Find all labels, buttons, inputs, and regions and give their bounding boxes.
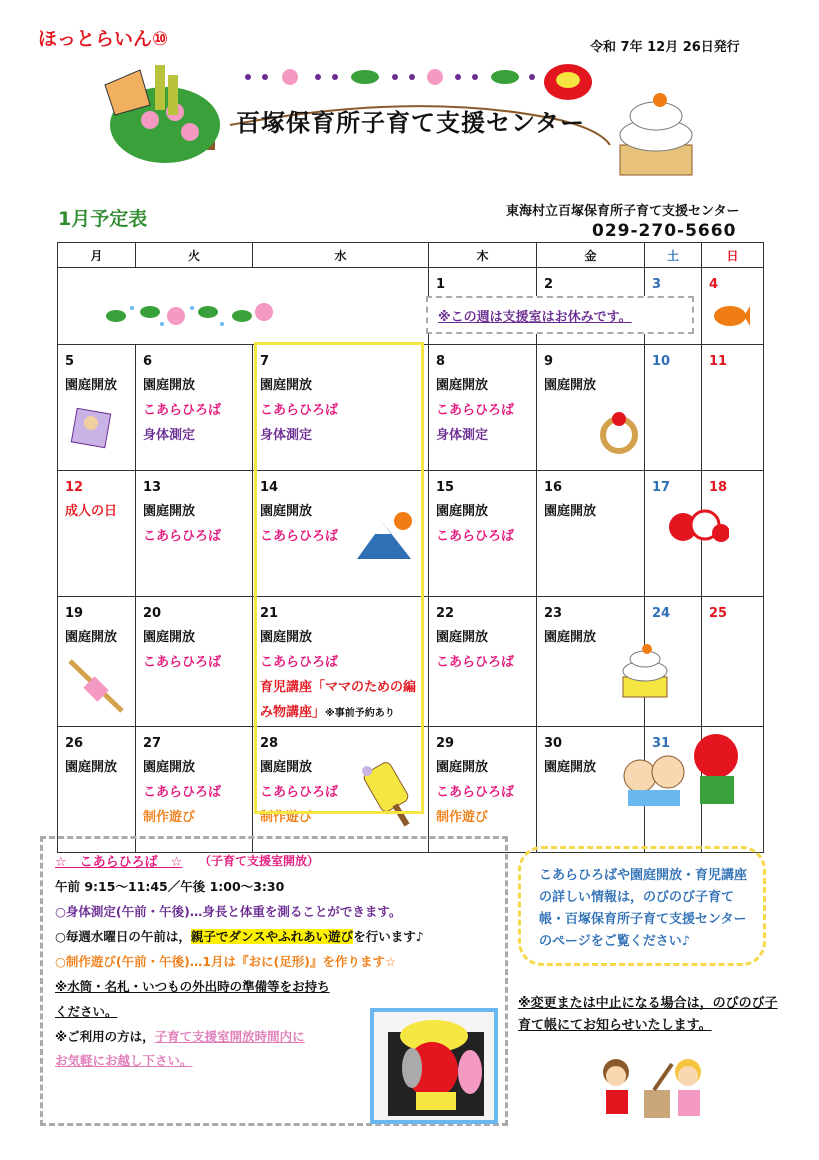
day-12: 12 成人の日: [58, 471, 136, 597]
holiday-label: 成人の日: [65, 504, 118, 519]
weekday-fri: 金: [537, 243, 645, 268]
usage-note: ※ご利用の方は，子育て支援室開放時間内に: [55, 1029, 305, 1044]
day-30: 30 園庭開放: [537, 727, 645, 853]
wednesday-highlight: [254, 342, 424, 814]
day-4: 4: [702, 268, 764, 345]
day-6: 6 園庭開放 こあらひろば 身体測定: [136, 345, 253, 471]
day-5: 5 園庭開放: [58, 345, 136, 471]
day-22: 22 園庭開放 こあらひろば: [429, 597, 537, 727]
kite-icon: [68, 405, 114, 451]
weekday-mon: 月: [58, 243, 136, 268]
change-notice: ※変更または中止になる場合は，のびのび子育て帳にてお知らせいたします。: [518, 996, 778, 1033]
day-24: 24: [645, 597, 702, 727]
open-hours: 午前 9:15～11:45／午後 1:00～3:30: [55, 879, 285, 894]
day-27: 27 園庭開放 こあらひろば 制作遊び: [136, 727, 253, 853]
day-23: 23 園庭開放: [537, 597, 645, 727]
reservation-note: ※事前予約あり: [325, 708, 395, 719]
day-31: 31: [645, 727, 702, 853]
bring-items-2: ください。: [55, 1004, 118, 1019]
closed-notice: ※この週は支援室はお休みです。: [426, 296, 694, 334]
kadomatsu-icon: [105, 65, 220, 163]
day-26: 26 園庭開放: [58, 727, 136, 853]
bring-items-1: ※水筒・名札・いつもの外出時の準備等をお持ち: [55, 979, 330, 994]
shimenawa-icon: [595, 409, 643, 457]
day-14: 14 園庭開放 こあらひろば: [253, 471, 429, 597]
day-17: 17: [645, 471, 702, 597]
lecture-line-1: 育児講座「ママのための編: [260, 680, 417, 695]
weekday-sun: 日: [702, 243, 764, 268]
day-20: 20 園庭開放 こあらひろば: [136, 597, 253, 727]
craft-info: ○制作遊び(午前・午後)…1月は『おに(足形)』を作ります☆: [55, 954, 397, 969]
organization-name: 東海村立百塚保育所子育て支援センター: [506, 204, 740, 219]
weekday-wed: 水: [253, 243, 429, 268]
flower-garland-icon: [102, 294, 282, 334]
day-10: 10: [645, 345, 702, 471]
day-7: 7 園庭開放 こあらひろば 身体測定: [253, 345, 429, 471]
issue-date: 令和 7年 12月 26日発行: [590, 40, 740, 55]
hamaya-arrow-icon: [66, 655, 126, 715]
usage-note-2: お気軽にお越し下さい。: [55, 1053, 193, 1068]
wednesday-info: ○毎週水曜日の午前は，親子でダンスやふれあい遊びを行います♪: [55, 929, 424, 944]
day-16: 16 園庭開放: [537, 471, 645, 597]
day-9: 9 園庭開放: [537, 345, 645, 471]
wednesday-highlight-text: 親子でダンスやふれあい遊び: [190, 929, 354, 944]
blank-days: [58, 268, 429, 345]
day-21: 21 園庭開放 こあらひろば 育児講座「ママのための編 み物講座」※事前予約あり: [253, 597, 429, 727]
weekday-thu: 木: [429, 243, 537, 268]
schedule-title: 1月予定表: [58, 208, 148, 230]
sea-bream-icon: [710, 298, 750, 332]
center-name: 百塚保育所子育て支援センター: [236, 109, 586, 137]
day-13: 13 園庭開放 こあらひろば: [136, 471, 253, 597]
day-18: 18: [702, 471, 764, 597]
info-side-box: こあらひろばや園庭開放・育児講座の詳しい情報は，のびのび子育て帳・百塚保育所子育て支援センターのページをご覧ください♪: [518, 846, 766, 966]
day-1: 1: [429, 268, 537, 345]
day-8: 8 園庭開放 こあらひろば 身体測定: [429, 345, 537, 471]
setsubun-oni-kids-icon: [620, 726, 746, 808]
day-2: 2: [537, 268, 645, 345]
day-25: 25: [702, 597, 764, 727]
day-11: 11: [702, 345, 764, 471]
kagami-mochi-icon: [620, 93, 692, 175]
oni-craft-image: [374, 1012, 494, 1120]
phone-number: 029-270-5660: [592, 221, 737, 241]
info-heading-sub: （子育て支援室開放）: [199, 854, 320, 868]
day-29: 29 園庭開放 こあらひろば 制作遊び: [429, 727, 537, 853]
series-title: ほっとらいん⑩: [38, 28, 169, 50]
weekday-sat: 土: [645, 243, 702, 268]
day-3: 3: [645, 268, 702, 345]
info-heading: ☆ こあらひろば ☆: [55, 855, 183, 870]
day-28: 28 園庭開放 こあらひろば 制作遊び: [253, 727, 429, 853]
weekday-tue: 火: [136, 243, 253, 268]
measurement-info: ○身体測定(午前・午後)…身長と体重を測ることができます。: [55, 904, 402, 919]
spinning-top-icon: [544, 64, 592, 100]
day-19: 19 園庭開放: [58, 597, 136, 727]
lecture-line-2: み物講座」: [260, 705, 326, 720]
day-15: 15 園庭開放 こあらひろば: [429, 471, 537, 597]
oni-craft-photo: [370, 1008, 498, 1124]
weekday-header-row: [58, 243, 764, 268]
mochi-pounding-icon: [592, 1050, 712, 1122]
